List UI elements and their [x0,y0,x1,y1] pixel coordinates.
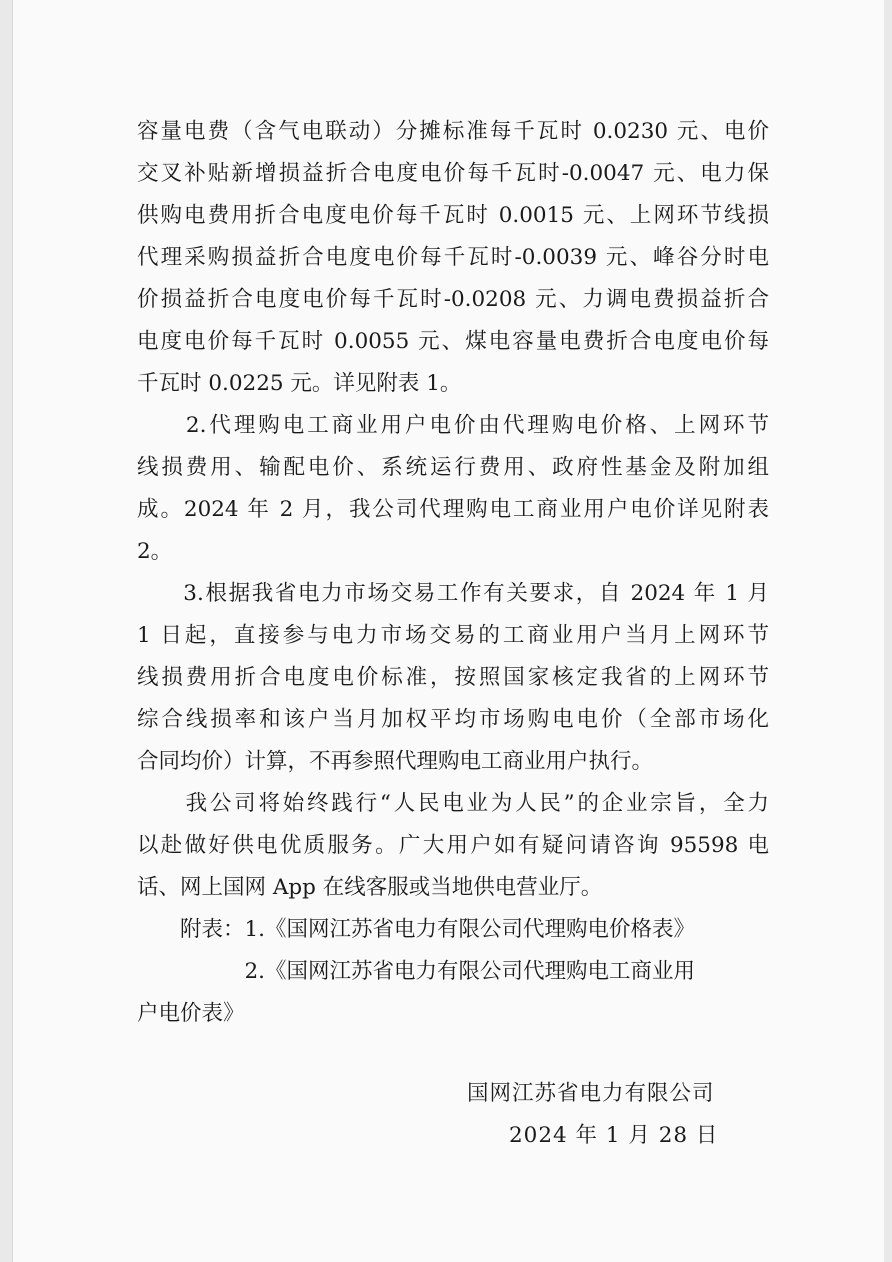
paragraph-line: 线损费用、输配电价、系统运行费用、政府性基金及附加组 [137,455,769,480]
paragraph-line: 2。 [137,539,173,564]
paragraph-line: 千瓦时 0.0225 元。详见附表 1。 [137,371,462,396]
paragraph-line: 话、网上国网 App 在线客服或当地供电营业厅。 [137,875,603,900]
attachment-line: 户电价表》 [137,1001,245,1026]
paragraph-line: 供购电费用折合电度电价每千瓦时 0.0015 元、上网环节线损 [137,203,769,228]
attachment-line: 2.《国网江苏省电力有限公司代理购电工商业用 [137,959,696,984]
paragraph-line: 以赴做好供电优质服务。广大用户如有疑问请咨询 95598 电 [137,833,769,858]
paragraph-line: 我公司将始终践行“人民电业为人民”的企业宗旨，全力 [137,791,769,816]
paragraph-line: 代理采购损益折合电度电价每千瓦时-0.0039 元、峰谷分时电 [137,245,769,270]
paragraph-line: 合同均价）计算，不再参照代理购电工商业用户执行。 [137,749,654,774]
paragraph-line: 2.代理购电工商业用户电价由代理购电价格、上网环节 [137,413,769,438]
document-page [12,0,884,1262]
paragraph-line: 线损费用折合电度电价标准，按照国家核定我省的上网环节 [137,665,769,690]
paragraph-line: 3.根据我省电力市场交易工作有关要求，自 2024 年 1 月 [137,581,769,606]
signature-date: 2024 年 1 月 28 日 [509,1123,719,1148]
paragraph-line: 交叉补贴新增损益折合电度电价每千瓦时-0.0047 元、电力保 [137,161,769,186]
attachment-line: 附表：1.《国网江苏省电力有限公司代理购电价格表》 [137,917,696,942]
paragraph-line: 1 日起，直接参与电力市场交易的工商业用户当月上网环节 [137,623,769,648]
paragraph-line: 价损益折合电度电价每千瓦时-0.0208 元、力调电费损益折合 [137,287,769,312]
paragraph-line: 综合线损率和该户当月加权平均市场购电电价（全部市场化 [137,707,769,732]
paragraph-line: 电度电价每千瓦时 0.0055 元、煤电容量电费折合电度电价每 [137,329,769,354]
paragraph-line: 容量电费（含气电联动）分摊标准每千瓦时 0.0230 元、电价 [137,119,769,144]
paragraph-line: 成。2024 年 2 月，我公司代理购电工商业用户电价详见附表 [137,497,769,522]
signature-org: 国网江苏省电力有限公司 [467,1081,715,1106]
